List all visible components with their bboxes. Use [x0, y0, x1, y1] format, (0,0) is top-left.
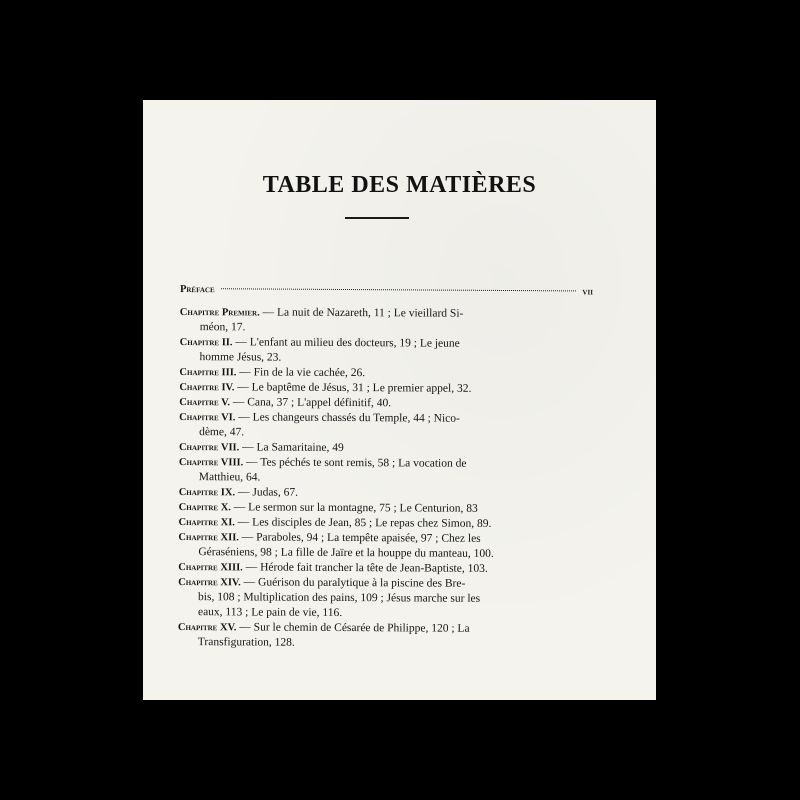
toc-label: Chapitre IX. [178, 486, 236, 499]
toc-text: — La Samaritaine, 49 [239, 441, 344, 455]
toc-label: Chapitre III. [179, 366, 237, 379]
toc-text: — Cana, 37 ; L'appel définitif, 40. [229, 396, 392, 410]
toc-text: — Tes péchés te sont remis, 58 ; La vocation de [243, 456, 467, 470]
toc-label: Chapitre XI. [178, 516, 235, 529]
toc-entry-continuation: Matthieu, 64. [198, 471, 261, 484]
toc-entry-preface [180, 282, 593, 300]
toc-text: — Fin de la vie cachée, 26. [236, 366, 366, 380]
toc-label: Chapitre VI. [179, 411, 236, 424]
toc-text: — Le sermon sur la montagne, 75 ; Le Centurion, 83 [230, 501, 478, 515]
toc-text: — Sur le chemin de Césarée de Philippe, 120 ; La [236, 621, 470, 635]
toc-label: Chapitre V. [179, 396, 231, 409]
page-title: TABLE DES MATIÈRES [262, 172, 537, 198]
toc-label: Chapitre XIV. [178, 576, 241, 589]
toc-label: Chapitre IV. [179, 381, 235, 394]
toc-label: Chapitre II. [179, 336, 233, 349]
toc-text: — Le baptême de Jésus, 31 ; Le premier appel, 32. [234, 381, 472, 395]
toc-entry-continuation: bis, 108 ; Multiplication des pains, 109 ; Jésus marche sur les [198, 591, 481, 605]
toc-label: Chapitre XV. [177, 621, 237, 634]
toc-label: Chapitre XII. [178, 531, 239, 544]
toc-text: — Les changeurs chassés du Temple, 44 ; Nico- [235, 411, 460, 425]
toc-label: Chapitre X. [178, 501, 231, 514]
toc-entry-continuation: Géraséniens, 98 ; La fille de Jaïre et la houppe du manteau, 100. [198, 546, 494, 560]
toc-text: — Paraboles, 94 ; La tempête apaisée, 97 ; Chez les [238, 531, 481, 545]
toc-entry-continuation: Transfiguration, 128. [197, 636, 295, 649]
toc-entry-continuation: homme Jésus, 23. [199, 351, 282, 364]
toc-entry-continuation: eaux, 113 ; Le pain de vie, 116. [197, 606, 343, 619]
toc-text: — Hérode fait trancher la tête de Jean-Baptiste, 103. [242, 561, 488, 575]
toc-page-number: vii [582, 286, 593, 298]
table-of-contents [178, 282, 593, 653]
toc-label: Préface [179, 283, 215, 296]
toc-text: — L'enfant au milieu des docteurs, 19 ; Le jeune [232, 336, 460, 350]
dot-leader [221, 288, 577, 291]
toc-label: Chapitre VIII. [178, 456, 244, 469]
toc-label: Chapitre Premier. [179, 306, 260, 319]
toc-text: — Les disciples de Jean, 85 ; Le repas chez Simon, 89. [234, 516, 492, 530]
toc-text: — La nuit de Nazareth, 11 ; Le vieillard Si- [259, 306, 464, 320]
toc-entry-continuation: dème, 47. [199, 426, 245, 439]
toc-entry-continuation: méon, 17. [199, 321, 246, 334]
book-page [143, 100, 656, 700]
toc-label: Chapitre XIII. [178, 561, 243, 574]
toc-text: — Guérison du paralytique à la piscine des Bre- [240, 576, 466, 590]
title-underline [345, 217, 409, 219]
toc-text: — Judas, 67. [235, 486, 299, 499]
toc-label: Chapitre VII. [178, 441, 240, 454]
